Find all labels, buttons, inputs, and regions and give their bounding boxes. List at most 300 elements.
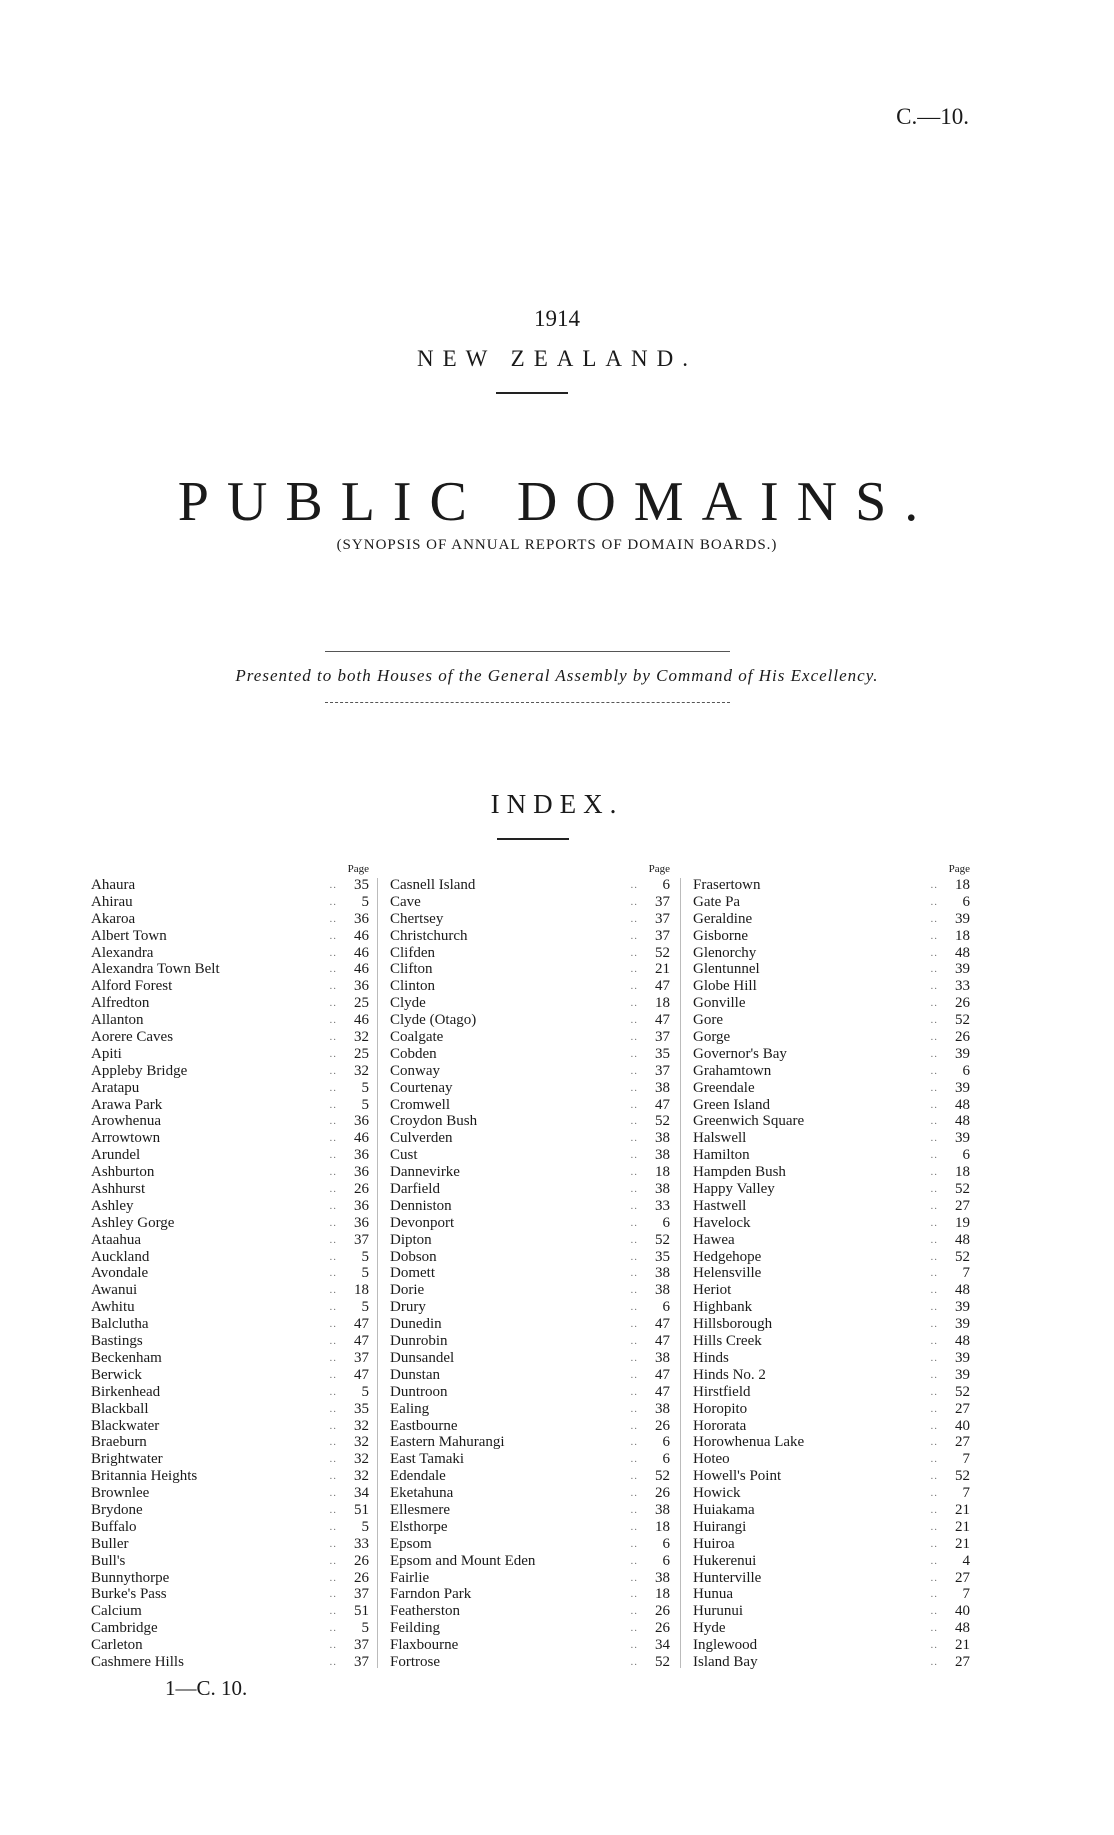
- leader-dots: ..: [630, 1470, 638, 1483]
- entry-name: Bunnythorpe: [91, 1569, 170, 1586]
- index-entry: [390, 1418, 670, 1435]
- leader-dots: ..: [630, 879, 638, 891]
- entry-name: Arrowtown: [91, 1130, 161, 1147]
- index-entry: [91, 1570, 369, 1587]
- entry-page-number: 47: [354, 1316, 369, 1333]
- leader-dots: ..: [630, 1149, 638, 1162]
- leader-dots: ..: [930, 1166, 938, 1179]
- index-entry: [390, 1401, 670, 1418]
- index-entry: [390, 1333, 670, 1350]
- leader-dots: ..: [930, 1554, 938, 1567]
- index-entry: [693, 1215, 970, 1232]
- index-entry: [693, 1637, 970, 1654]
- entry-name: Bull's: [91, 1552, 126, 1569]
- index-entry: [91, 1468, 369, 1485]
- index-entry: [91, 1181, 369, 1198]
- entry-name: Gore: [693, 1012, 723, 1029]
- entry-name: Helensville: [693, 1265, 762, 1282]
- index-entry: [390, 1113, 670, 1130]
- entry-name: Darfield: [390, 1181, 440, 1198]
- leader-dots: ..: [329, 1267, 337, 1280]
- entry-page-number: 52: [955, 1181, 970, 1198]
- entry-name: Clifden: [390, 944, 435, 961]
- leader-dots: ..: [930, 879, 938, 891]
- entry-page-number: 39: [955, 1316, 970, 1333]
- index-entry: [91, 945, 369, 962]
- index-entry: [91, 1519, 369, 1536]
- leader-dots: ..: [630, 1267, 638, 1280]
- entry-page-number: 21: [955, 1637, 970, 1654]
- entry-page-number: 46: [354, 944, 369, 961]
- index-entry: [693, 978, 970, 995]
- entry-name: Havelock: [693, 1214, 751, 1231]
- entry-page-number: 52: [955, 1383, 970, 1400]
- leader-dots: ..: [630, 980, 638, 993]
- entry-name: Cambridge: [91, 1620, 158, 1637]
- presented-rule-bottom: [325, 702, 730, 703]
- entry-name: Arawa Park: [91, 1096, 163, 1113]
- entry-name: Domett: [390, 1265, 435, 1282]
- index-entry: [390, 1519, 670, 1536]
- entry-page-number: 4: [962, 1552, 970, 1569]
- entry-page-number: 52: [655, 944, 670, 961]
- entry-name: Ashley Gorge: [91, 1214, 175, 1231]
- leader-dots: ..: [329, 1014, 337, 1027]
- index-entry: [693, 1333, 970, 1350]
- entry-name: Dannevirke: [390, 1164, 460, 1181]
- entry-name: East Tamaki: [390, 1451, 465, 1468]
- leader-dots: ..: [930, 1368, 938, 1381]
- entry-page-number: 46: [354, 1012, 369, 1029]
- entry-name: Clyde (Otago): [390, 1012, 477, 1029]
- index-entry: [91, 1232, 369, 1249]
- entry-page-number: 18: [655, 1164, 670, 1181]
- entry-name: Aorere Caves: [91, 1029, 174, 1046]
- entry-page-number: 7: [962, 1451, 970, 1468]
- index-entry: [91, 1384, 369, 1401]
- index-entry: [91, 1063, 369, 1080]
- entry-name: Horowhenua Lake: [693, 1434, 805, 1451]
- entry-name: Arowhenua: [91, 1113, 161, 1130]
- entry-page-number: 37: [655, 927, 670, 944]
- entry-page-number: 26: [955, 1029, 970, 1046]
- entry-page-number: 37: [655, 1029, 670, 1046]
- entry-page-number: 39: [955, 1366, 970, 1383]
- leader-dots: ..: [329, 1520, 337, 1533]
- leader-dots: ..: [329, 1639, 337, 1652]
- entry-name: Hukerenui: [693, 1552, 757, 1569]
- entry-page-number: 32: [354, 1062, 369, 1079]
- page-title: PUBLIC DOMAINS.: [177, 471, 937, 533]
- entry-name: Ahirau: [91, 893, 133, 910]
- leader-dots: ..: [329, 1470, 337, 1483]
- entry-page-number: 18: [955, 927, 970, 944]
- entry-page-number: 6: [662, 1299, 670, 1316]
- index-entry: [91, 1401, 369, 1418]
- entry-name: Epsom and Mount Eden: [390, 1552, 536, 1569]
- leader-dots: ..: [630, 1064, 638, 1077]
- entry-page-number: 33: [655, 1197, 670, 1214]
- index-entry: [91, 1553, 369, 1570]
- entry-name: Calcium: [91, 1603, 142, 1620]
- index-entry: [390, 1367, 670, 1384]
- index-entry: [91, 1299, 369, 1316]
- entry-page-number: 33: [354, 1535, 369, 1552]
- leader-dots: ..: [630, 895, 638, 908]
- index-entry: [390, 1603, 670, 1620]
- entry-name: Ashley: [91, 1197, 134, 1214]
- entry-name: Clifton: [390, 961, 433, 978]
- index-entry: [91, 1502, 369, 1519]
- leader-dots: ..: [930, 1284, 938, 1297]
- index-entry: [693, 894, 970, 911]
- entry-page-number: 6: [962, 1147, 970, 1164]
- entry-page-number: 36: [354, 910, 369, 927]
- entry-name: Horopito: [693, 1400, 748, 1417]
- index-entry: [91, 1080, 369, 1097]
- entry-page-number: 26: [655, 1485, 670, 1502]
- leader-dots: ..: [630, 1639, 638, 1652]
- entry-name: Howick: [693, 1485, 741, 1502]
- entry-page-number: 48: [955, 1282, 970, 1299]
- index-entry: [91, 978, 369, 995]
- index-entry: [91, 1130, 369, 1147]
- entry-name: Cave: [390, 893, 421, 910]
- index-entry: [693, 1350, 970, 1367]
- index-entry: [693, 1164, 970, 1181]
- entry-name: Avondale: [91, 1265, 149, 1282]
- leader-dots: ..: [930, 1115, 938, 1128]
- index-entry: [693, 928, 970, 945]
- leader-dots: ..: [930, 1503, 938, 1516]
- index-entry: [390, 877, 670, 894]
- index-entry: [693, 1367, 970, 1384]
- index-entry: [390, 1434, 670, 1451]
- leader-dots: ..: [630, 1655, 638, 1668]
- index-entry: [91, 1198, 369, 1215]
- index-entry: [693, 1130, 970, 1147]
- index-entry: [390, 928, 670, 945]
- entry-name: Hastwell: [693, 1197, 747, 1214]
- index-entry: [91, 1012, 369, 1029]
- entry-name: Alexandra: [91, 944, 154, 961]
- entry-page-number: 5: [361, 1299, 369, 1316]
- leader-dots: ..: [930, 1149, 938, 1162]
- entry-page-number: 32: [354, 1417, 369, 1434]
- entry-page-number: 21: [955, 1518, 970, 1535]
- entry-page-number: 51: [354, 1501, 369, 1518]
- leader-dots: ..: [630, 1351, 638, 1364]
- index-entry: [91, 1147, 369, 1164]
- entry-page-number: 5: [361, 1265, 369, 1282]
- index-entry: [693, 1434, 970, 1451]
- entry-name: Flaxbourne: [390, 1637, 459, 1654]
- entry-page-number: 51: [354, 1603, 369, 1620]
- entry-page-number: 18: [655, 995, 670, 1012]
- entry-name: Devonport: [390, 1214, 455, 1231]
- entry-name: Burke's Pass: [91, 1586, 167, 1603]
- entry-name: Glentunnel: [693, 961, 760, 978]
- entry-page-number: 39: [955, 1045, 970, 1062]
- index-entry: [91, 1654, 369, 1671]
- entry-name: Ataahua: [91, 1231, 141, 1248]
- leader-dots: ..: [329, 1419, 337, 1432]
- index-entry: [693, 1620, 970, 1637]
- subtitle: (SYNOPSIS OF ANNUAL REPORTS OF DOMAIN BOARDS.): [336, 537, 778, 553]
- index-entry: [91, 961, 369, 978]
- index-entry: [91, 1249, 369, 1266]
- entry-page-number: 35: [655, 1045, 670, 1062]
- index-entry: [390, 1637, 670, 1654]
- entry-name: Hunterville: [693, 1569, 762, 1586]
- leader-dots: ..: [930, 980, 938, 993]
- entry-page-number: 5: [361, 1383, 369, 1400]
- entry-page-number: 36: [354, 1164, 369, 1181]
- leader-dots: ..: [329, 1132, 337, 1145]
- index-entry: [91, 1485, 369, 1502]
- entry-page-number: 36: [354, 1113, 369, 1130]
- index-entry: [693, 1265, 970, 1282]
- index-entry: [390, 1620, 670, 1637]
- entry-name: Geraldine: [693, 910, 753, 927]
- leader-dots: ..: [329, 1335, 337, 1348]
- leader-dots: ..: [329, 1183, 337, 1196]
- entry-page-number: 34: [655, 1637, 670, 1654]
- leader-dots: ..: [630, 929, 638, 942]
- entry-page-number: 38: [655, 1501, 670, 1518]
- entry-name: Carleton: [91, 1637, 143, 1654]
- leader-dots: ..: [930, 1588, 938, 1601]
- index-entry: [91, 1029, 369, 1046]
- index-entry: [91, 911, 369, 928]
- entry-name: Drury: [390, 1299, 426, 1316]
- leader-dots: ..: [630, 1385, 638, 1398]
- entry-name: Hurunui: [693, 1603, 743, 1620]
- entry-page-number: 6: [662, 1535, 670, 1552]
- leader-dots: ..: [630, 946, 638, 959]
- entry-name: Huirangi: [693, 1518, 747, 1535]
- entry-page-number: 39: [955, 1079, 970, 1096]
- entry-page-number: 34: [354, 1485, 369, 1502]
- index-entry: [390, 911, 670, 928]
- leader-dots: ..: [930, 963, 938, 976]
- entry-page-number: 18: [655, 1518, 670, 1535]
- entry-name: Blackwater: [91, 1417, 160, 1434]
- entry-name: Hills Creek: [693, 1333, 762, 1350]
- entry-page-number: 52: [955, 1468, 970, 1485]
- leader-dots: ..: [329, 946, 337, 959]
- entry-name: Cashmere Hills: [91, 1653, 184, 1670]
- leader-dots: ..: [329, 1149, 337, 1162]
- index-entry: [91, 1620, 369, 1637]
- leader-dots: ..: [930, 1031, 938, 1044]
- presented-statement: Presented to both Houses of the General Assembly by Command of His Excellency.: [235, 666, 879, 685]
- entry-name: Gorge: [693, 1029, 731, 1046]
- index-entry: [693, 1097, 970, 1114]
- index-entry: [91, 1097, 369, 1114]
- entry-page-number: 52: [655, 1468, 670, 1485]
- entry-name: Cust: [390, 1147, 418, 1164]
- entry-name: Brightwater: [91, 1451, 163, 1468]
- entry-name: Albert Town: [91, 927, 167, 944]
- entry-name: Brownlee: [91, 1485, 150, 1502]
- index-entry: [693, 1451, 970, 1468]
- index-entry: [693, 1316, 970, 1333]
- entry-name: Braeburn: [91, 1434, 147, 1451]
- leader-dots: ..: [930, 1183, 938, 1196]
- leader-dots: ..: [630, 1402, 638, 1415]
- leader-dots: ..: [329, 1081, 337, 1094]
- leader-dots: ..: [930, 1199, 938, 1212]
- leader-dots: ..: [930, 1351, 938, 1364]
- entry-page-number: 33: [955, 978, 970, 995]
- leader-dots: ..: [630, 1166, 638, 1179]
- leader-dots: ..: [329, 1318, 337, 1331]
- leader-dots: ..: [930, 1487, 938, 1500]
- entry-page-number: 38: [655, 1181, 670, 1198]
- index-column-3: [693, 863, 970, 1671]
- index-entry: [390, 1097, 670, 1114]
- entry-page-number: 26: [354, 1181, 369, 1198]
- leader-dots: ..: [630, 1250, 638, 1263]
- country-heading: NEW ZEALAND.: [416, 346, 698, 371]
- index-entry: [693, 1299, 970, 1316]
- entry-name: Clyde: [390, 995, 426, 1012]
- entry-page-number: 48: [955, 1113, 970, 1130]
- entry-page-number: 38: [655, 1569, 670, 1586]
- entry-page-number: 47: [655, 1383, 670, 1400]
- index-entry: [91, 877, 369, 894]
- entry-page-number: 36: [354, 1197, 369, 1214]
- entry-name: Hororata: [693, 1417, 747, 1434]
- entry-name: Duntroon: [390, 1383, 448, 1400]
- entry-page-number: 39: [955, 961, 970, 978]
- entry-page-number: 46: [354, 927, 369, 944]
- entry-name: Coalgate: [390, 1029, 444, 1046]
- leader-dots: ..: [930, 1064, 938, 1077]
- leader-dots: ..: [630, 1487, 638, 1500]
- entry-page-number: 48: [955, 1333, 970, 1350]
- index-entry: [693, 1553, 970, 1570]
- entry-name: Dunstan: [390, 1366, 440, 1383]
- leader-dots: ..: [630, 1622, 638, 1635]
- entry-name: Buffalo: [91, 1518, 137, 1535]
- entry-name: Green Island: [693, 1096, 771, 1113]
- entry-page-number: 37: [655, 910, 670, 927]
- entry-page-number: 5: [361, 893, 369, 910]
- entry-name: Auckland: [91, 1248, 150, 1265]
- entry-name: Eketahuna: [390, 1485, 454, 1502]
- index-entry: [390, 978, 670, 995]
- index-entry: [693, 1080, 970, 1097]
- entry-page-number: 52: [955, 1248, 970, 1265]
- leader-dots: ..: [329, 1199, 337, 1212]
- entry-page-number: 39: [955, 1130, 970, 1147]
- entry-name: Elsthorpe: [390, 1518, 448, 1535]
- index-entry: [91, 1265, 369, 1282]
- leader-dots: ..: [329, 1166, 337, 1179]
- leader-dots: ..: [329, 963, 337, 976]
- index-entry: [693, 1586, 970, 1603]
- entry-page-number: 7: [962, 1586, 970, 1603]
- entry-page-number: 18: [955, 877, 970, 893]
- entry-name: Island Bay: [693, 1653, 758, 1670]
- leader-dots: ..: [630, 1284, 638, 1297]
- entry-name: Huiakama: [693, 1501, 755, 1518]
- leader-dots: ..: [630, 1554, 638, 1567]
- entry-page-number: 18: [955, 1164, 970, 1181]
- entry-name: Cobden: [390, 1045, 437, 1062]
- entry-name: Christchurch: [390, 927, 468, 944]
- entry-page-number: 38: [655, 1079, 670, 1096]
- index-column-1: [91, 863, 369, 1671]
- leader-dots: ..: [930, 1453, 938, 1466]
- entry-name: Huiroa: [693, 1535, 735, 1552]
- index-entry: [693, 1485, 970, 1502]
- leader-dots: ..: [930, 1301, 938, 1314]
- index-entry: [390, 1147, 670, 1164]
- entry-page-number: 38: [655, 1265, 670, 1282]
- entry-name: Gate Pa: [693, 893, 741, 910]
- entry-page-number: 48: [955, 1620, 970, 1637]
- entry-page-number: 38: [655, 1130, 670, 1147]
- index-entry: [693, 1401, 970, 1418]
- index-entry: [390, 995, 670, 1012]
- entry-page-number: 47: [655, 1012, 670, 1029]
- entry-name: Dorie: [390, 1282, 425, 1299]
- leader-dots: ..: [630, 1605, 638, 1618]
- entry-name: Farndon Park: [390, 1586, 472, 1603]
- leader-dots: ..: [930, 1318, 938, 1331]
- entry-name: Inglewood: [693, 1637, 758, 1654]
- entry-page-number: 37: [354, 1653, 369, 1670]
- entry-page-number: 26: [655, 1620, 670, 1637]
- leader-dots: ..: [630, 1537, 638, 1550]
- entry-page-number: 37: [354, 1349, 369, 1366]
- leader-dots: ..: [329, 1554, 337, 1567]
- entry-name: Balclutha: [91, 1316, 149, 1333]
- index-column-2: [390, 863, 670, 1671]
- index-entry: [390, 1130, 670, 1147]
- index-entry: [693, 1198, 970, 1215]
- entry-page-number: 48: [955, 944, 970, 961]
- year: 1914: [534, 306, 580, 331]
- index-entry: [693, 1418, 970, 1435]
- index-entry: [693, 1012, 970, 1029]
- leader-dots: ..: [930, 1470, 938, 1483]
- leader-dots: ..: [930, 912, 938, 925]
- column-divider: [680, 878, 681, 1668]
- index-entry: [693, 1046, 970, 1063]
- entry-name: Hinds No. 2: [693, 1366, 766, 1383]
- leader-dots: ..: [630, 912, 638, 925]
- entry-page-number: 39: [955, 1349, 970, 1366]
- index-entry: [693, 1147, 970, 1164]
- entry-name: Epsom: [390, 1535, 432, 1552]
- entry-page-number: 26: [655, 1417, 670, 1434]
- index-entry: [390, 1451, 670, 1468]
- index-entry: [693, 1502, 970, 1519]
- leader-dots: ..: [329, 1115, 337, 1128]
- leader-dots: ..: [930, 1047, 938, 1060]
- entry-name: Croydon Bush: [390, 1113, 478, 1130]
- entry-name: Courtenay: [390, 1079, 453, 1096]
- leader-dots: ..: [930, 895, 938, 908]
- page-column-header: Page: [347, 863, 369, 875]
- entry-name: Hedgehope: [693, 1248, 762, 1265]
- entry-name: Birkenhead: [91, 1383, 161, 1400]
- index-entry: [91, 1418, 369, 1435]
